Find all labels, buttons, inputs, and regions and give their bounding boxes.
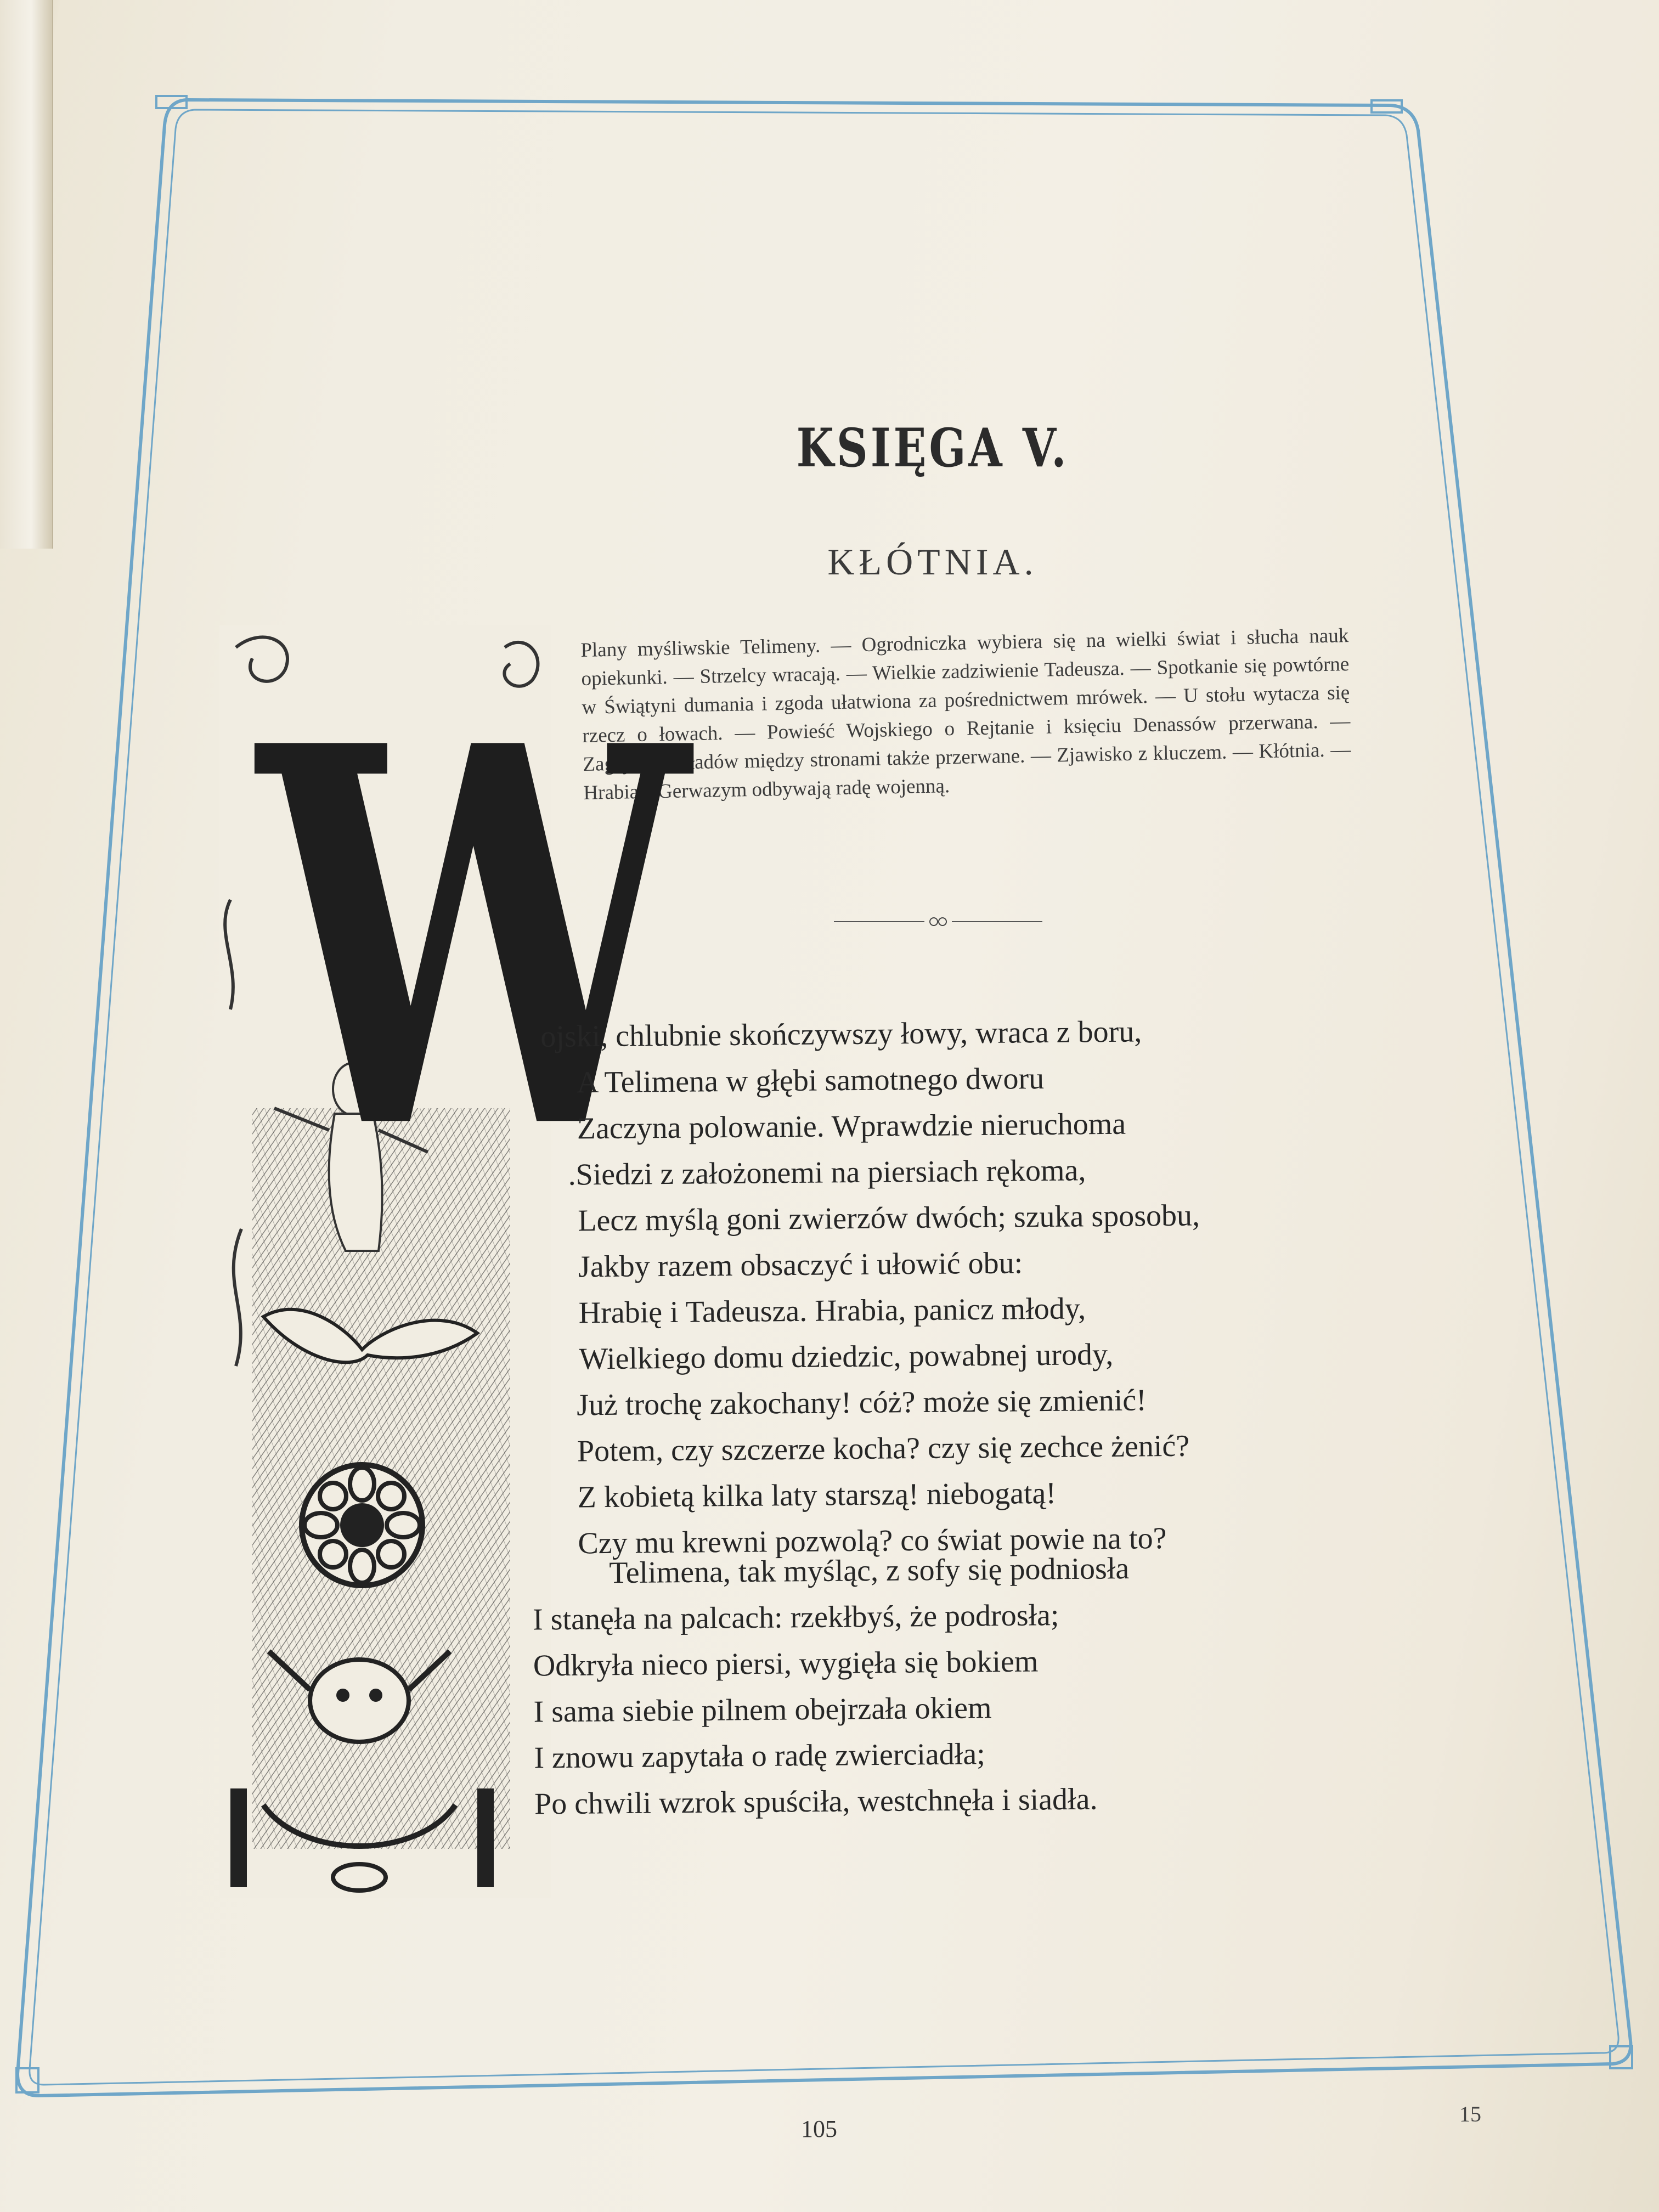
book-title: KSIĘGA V.	[796, 417, 1069, 479]
poem-line: Jakby razem obsaczyć i ułowić obu:	[578, 1246, 1023, 1284]
poem-line: Wielkiego domu dziedzic, powabnej urody,	[579, 1337, 1114, 1376]
ornament-divider	[834, 911, 1042, 933]
poem-line: Zaczyna polowanie. Wprawdzie nieruchoma	[577, 1107, 1126, 1146]
poem-line: Hrabię i Tadeusza. Hrabia, panicz młody,	[578, 1291, 1086, 1330]
poem-line: ojski, chlubnie skończywszy łowy, wraca z boru,	[540, 1014, 1142, 1054]
poem-line: Lecz myślą goni zwierzów dwóch; szuka sposobu,	[578, 1198, 1200, 1238]
signature-number: 15	[1459, 2102, 1481, 2126]
poem-line: Z kobietą kilka laty starszą! niebogatą!	[577, 1476, 1057, 1515]
page-number: 105	[801, 2115, 837, 2142]
chapter-summary: Plany myśliwskie Telimeny. — Ogrodniczka wybiera się na wielki świat i słucha nauk opiekunki. — Strzelcy wracają. — Wielkie zadziwienie Tadeusza. — Spotkanie się powtórne w Świątyni dumania i zgoda ułatwiona za pośrednictwem mrówek. — U stołu wytacza się rzecz o łowach. — Powieść Wojskiego o Rejtanie i księciu Denassów przerwana. — Zagajenie układów między stronami także przerwane. — Zjawisko z kluczem. — Kłótnia. — Hrabia z Gerwazym odbywają radę wojenną.	[580, 624, 1351, 804]
poem-line: I sama siebie pilnem obejrzała okiem	[533, 1691, 992, 1729]
poem-stanza-2	[532, 1545, 1131, 1827]
poem-line: A Telimena w głębi samotnego dworu	[576, 1061, 1045, 1100]
poem-line: .Siedzi z założonemi na piersiach rękoma,	[568, 1153, 1086, 1192]
book-subtitle: KŁÓTNIA.	[827, 541, 1038, 583]
poem-stanza-1	[540, 1008, 1203, 1567]
poem-line: I stanęła na palcach: rzekłbyś, że podrosła;	[532, 1598, 1059, 1637]
poem-line: Już trochę zakochany! cóż? może się zmienić!	[576, 1383, 1147, 1423]
poem-line: I znowu zapytała o radę zwierciadła;	[534, 1737, 985, 1775]
poem-line: Potem, czy szczerze kocha? czy się zechce żenić?	[577, 1429, 1190, 1469]
poem-line: Po chwili wzrok spuściła, westchnęła i siadła.	[534, 1782, 1098, 1821]
poem-line: Czy mu krewni pozwolą? co świat powie na to?	[578, 1521, 1167, 1561]
drop-cap-initial: W	[258, 635, 690, 1244]
poem-line: Telimena, tak myśląc, z sofy się podniosła	[609, 1551, 1130, 1590]
poem-line: Odkryła nieco piersi, wygięła się bokiem	[533, 1644, 1039, 1683]
